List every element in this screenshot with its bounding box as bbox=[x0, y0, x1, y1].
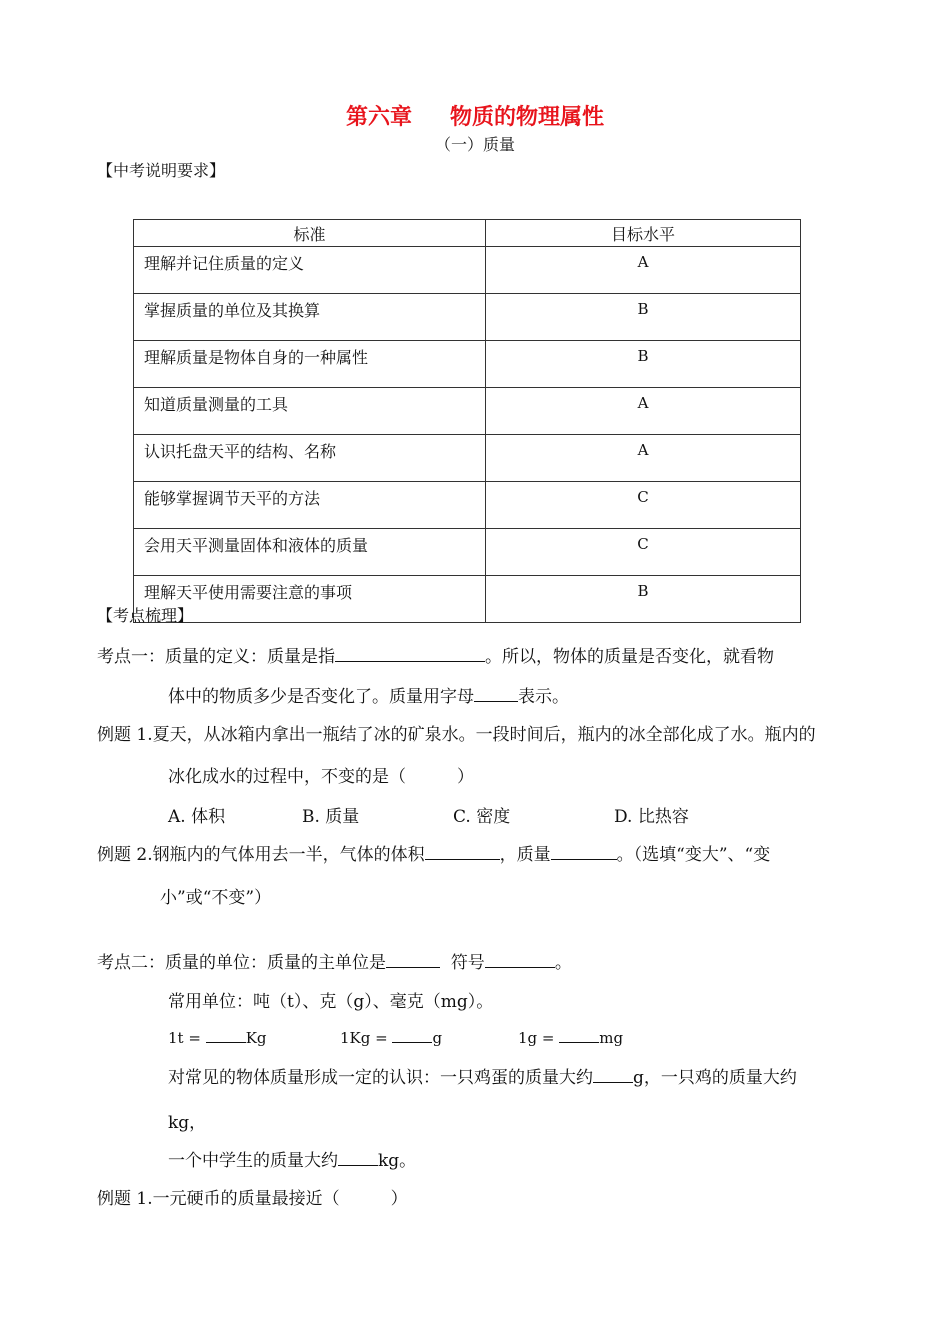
point1-text-b: 。所以，物体的质量是否变化，就看物 bbox=[485, 647, 774, 667]
estimate-line2: kg， bbox=[168, 1113, 207, 1133]
point1-text-a: 考点一：质量的定义：质量是指 bbox=[97, 647, 335, 667]
conversion-label: 1g = bbox=[518, 1029, 560, 1047]
estimate-text-d: 一个中学生的质量大约 bbox=[168, 1151, 338, 1171]
chapter-title bbox=[0, 100, 950, 131]
conversion-ton bbox=[168, 1026, 267, 1047]
answer-blank[interactable] bbox=[335, 645, 485, 662]
estimate-text-e: kg。 bbox=[378, 1151, 417, 1171]
conversion-label: 1Kg = bbox=[340, 1029, 393, 1047]
example2-line1 bbox=[97, 840, 770, 865]
conversion-label: 1t = bbox=[168, 1029, 206, 1047]
point1-line1 bbox=[97, 642, 774, 667]
conversion-kg bbox=[340, 1026, 442, 1047]
table-cell-level: B bbox=[486, 341, 801, 388]
table-cell-level: C bbox=[486, 482, 801, 529]
requirements-table bbox=[133, 219, 801, 623]
option-c: C. 密度 bbox=[453, 807, 511, 827]
answer-blank[interactable] bbox=[386, 951, 440, 968]
table-cell-level: A bbox=[486, 435, 801, 482]
example2-line2: 小”或“不变”） bbox=[160, 888, 272, 908]
estimate-text-b: g，一只鸡的质量大约 bbox=[633, 1068, 797, 1088]
review-heading: 【考点梳理】 bbox=[97, 606, 194, 625]
estimate-text-a: 对常见的物体质量形成一定的认识：一只鸡蛋的质量大约 bbox=[168, 1068, 593, 1088]
table-row bbox=[134, 482, 801, 529]
conversion-unit: mg bbox=[599, 1029, 624, 1047]
conversion-g bbox=[518, 1026, 623, 1047]
point2-text-c: 。 bbox=[554, 953, 572, 973]
estimate-line3 bbox=[168, 1146, 416, 1171]
chapter-number: 第六章 bbox=[345, 105, 412, 130]
option-a: A. 体积 bbox=[168, 807, 226, 827]
table-header-row bbox=[134, 220, 801, 247]
table-cell-standard: 理解并记住质量的定义 bbox=[134, 247, 486, 294]
point2-line1 bbox=[97, 948, 572, 973]
table-cell-standard: 知道质量测量的工具 bbox=[134, 388, 486, 435]
table-cell-standard: 掌握质量的单位及其换算 bbox=[134, 294, 486, 341]
example1-line2: 冰化成水的过程中，不变的是（ ） bbox=[168, 767, 474, 787]
table-cell-level: B bbox=[486, 576, 801, 623]
example2-text-c: 。（选填“变大”、“变 bbox=[616, 845, 771, 865]
table-cell-standard: 会用天平测量固体和液体的质量 bbox=[134, 529, 486, 576]
table-row bbox=[134, 576, 801, 623]
common-units: 常用单位：吨（t）、克（g）、毫克（mg）。 bbox=[168, 992, 494, 1012]
point1-text-d: 表示。 bbox=[518, 687, 569, 707]
table-row bbox=[134, 529, 801, 576]
conversion-unit: Kg bbox=[245, 1029, 267, 1047]
option-b: B. 质量 bbox=[302, 807, 360, 827]
answer-blank[interactable] bbox=[425, 843, 500, 860]
answer-blank[interactable] bbox=[206, 1026, 246, 1043]
answer-blank[interactable] bbox=[593, 1066, 633, 1083]
option-d: D. 比热容 bbox=[614, 807, 689, 827]
answer-blank[interactable] bbox=[551, 843, 617, 860]
table-cell-standard: 理解天平使用需要注意的事项 bbox=[134, 576, 486, 623]
requirements-heading: 【中考说明要求】 bbox=[97, 161, 226, 180]
example2-text-a: 例题 2.钢瓶内的气体用去一半，气体的体积 bbox=[97, 845, 425, 865]
point1-text-c: 体中的物质多少是否变化了。质量用字母 bbox=[168, 687, 474, 707]
table-row bbox=[134, 247, 801, 294]
answer-blank[interactable] bbox=[485, 951, 555, 968]
table-header-level: 目标水平 bbox=[486, 220, 801, 247]
table-row bbox=[134, 294, 801, 341]
example2-text-b: ，质量 bbox=[499, 845, 551, 865]
answer-blank[interactable] bbox=[559, 1026, 599, 1043]
example1-line1: 例题 1.夏天，从冰箱内拿出一瓶结了冰的矿泉水。一段时间后，瓶内的冰全部化成了水。瓶内的 bbox=[97, 725, 816, 745]
point1-line2 bbox=[168, 682, 569, 707]
point2-text-a: 考点二：质量的单位：质量的主单位是 bbox=[97, 953, 386, 973]
answer-blank[interactable] bbox=[474, 685, 518, 702]
table-cell-level: A bbox=[486, 388, 801, 435]
point2-text-b: 符号 bbox=[450, 953, 485, 973]
answer-blank[interactable] bbox=[338, 1149, 378, 1166]
section-subtitle: （一）质量 bbox=[434, 135, 515, 154]
estimate-line1 bbox=[168, 1063, 797, 1088]
table-cell-standard: 能够掌握调节天平的方法 bbox=[134, 482, 486, 529]
table-row bbox=[134, 388, 801, 435]
table-header-standard: 标准 bbox=[134, 220, 486, 247]
table-row bbox=[134, 435, 801, 482]
example3-line1: 例题 1.一元硬币的质量最接近（ ） bbox=[97, 1189, 408, 1209]
chapter-name: 物质的物理属性 bbox=[450, 105, 605, 130]
answer-blank[interactable] bbox=[392, 1026, 432, 1043]
table-cell-standard: 认识托盘天平的结构、名称 bbox=[134, 435, 486, 482]
conversion-unit: g bbox=[432, 1029, 443, 1047]
table-cell-level: A bbox=[486, 247, 801, 294]
table-cell-standard: 理解质量是物体自身的一种属性 bbox=[134, 341, 486, 388]
table-row bbox=[134, 341, 801, 388]
table-cell-level: C bbox=[486, 529, 801, 576]
table-cell-level: B bbox=[486, 294, 801, 341]
